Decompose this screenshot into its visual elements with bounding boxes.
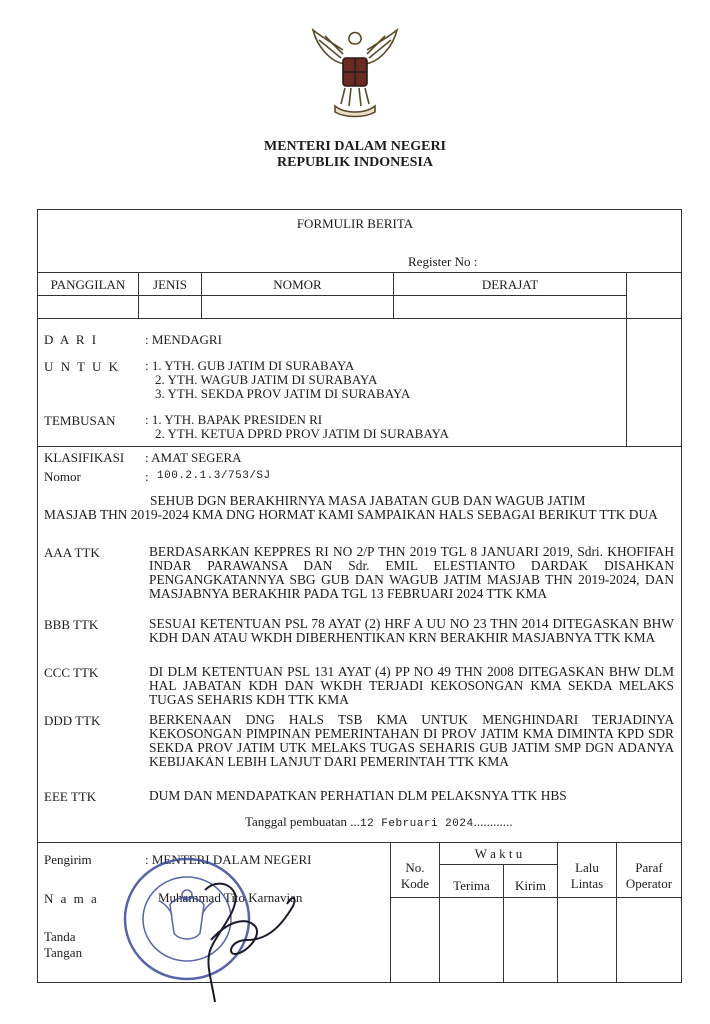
- derajat-box-bottom: [626, 446, 682, 447]
- item-aaa-label: AAA TTK: [44, 545, 100, 560]
- pengirim-label: Pengirim: [44, 852, 92, 867]
- nomor-label: Nomor: [44, 469, 81, 484]
- item-ccc-label: CCC TTK: [44, 665, 99, 680]
- pengirim-value: : MENTERI DALAM NEGERI: [145, 852, 312, 867]
- item-ddd-label: DDD TTK: [44, 713, 101, 728]
- waktu-label: W a k t u: [474, 846, 523, 861]
- kirim-label: Kirim: [514, 878, 547, 893]
- tanggal-trail: ............: [473, 814, 513, 829]
- item-bbb-text: SESUAI KETENTUAN PSL 78 AYAT (2) HRF A UU NO 23 THN 2014 DITEGASKAN BHW KDH DAN ATAU WKDH DIBERHENTIKAN KRN BERAKHIR MASJABNYA TTK KMA: [149, 616, 674, 645]
- table-col-4: [626, 272, 627, 447]
- item-ddd-text: BERKENAAN DNG HALS TSB KMA UNTUK MENGHINDARI TERJADINYA KEKOSONGAN PIMPINAN PEMERINTAHAN DI PROV JATIM KMA DIMINTA KPD SDR SEKDA PROV JATIM UTK MELAKS TUGAS SEHARIS GUB JATIM SMP DGN ADANYA KEBIJAKAN LEBIH LANJUT DARI PEMERINTAH TTK KMA: [149, 712, 674, 769]
- untuk-item-1: : 1. YTH. GUB JATIM DI SURABAYA: [145, 358, 355, 373]
- form-title: FORMULIR BERITA: [296, 216, 414, 231]
- paraf-label: Paraf: [635, 860, 663, 875]
- untuk-item-2: 2. YTH. WAGUB JATIM DI SURABAYA: [155, 372, 378, 387]
- terima-label: Terima: [453, 878, 490, 893]
- item-ccc-text: DI DLM KETENTUAN PSL 131 AYAT (4) PP NO 49 THN 2008 DITEGASKAN BHW DLM HAL JABATAN KDH DAN WKDH TERJADI KEKOSONGAN KMA SEKDA MELAKS TUGAS SEHARIS KDH TTK KMA: [149, 664, 674, 707]
- table-row-top: [37, 272, 682, 273]
- col-jenis: JENIS: [153, 277, 187, 292]
- section-divider: [37, 446, 627, 447]
- tembusan-label: TEMBUSAN: [44, 413, 116, 428]
- register-label: Register No :: [408, 254, 478, 269]
- tanggal-line: [245, 814, 513, 830]
- klasifikasi-value: : AMAT SEGERA: [145, 450, 242, 465]
- intro-indent: SEHUB DGN BERAKHIRNYA MASA JABATAN GUB DAN WAGUB JATIM: [150, 493, 586, 508]
- dari-value: : MENDAGRI: [145, 332, 222, 347]
- tangan-label: Tangan: [44, 945, 83, 960]
- footer-head-bottom: [390, 897, 682, 898]
- frame-right: [681, 209, 682, 983]
- item-bbb-label: BBB TTK: [44, 617, 99, 632]
- item-aaa-text: BERDASARKAN KEPPRES RI NO 2/P THN 2019 TGL 8 JANUARI 2019, Sdri. KHOFIFAH INDAR PARAWANSA DAN Sdr. EMIL ELESTIANTO DARDAK DISAHKAN PENGANGKATANNYA SBG GUB DAN WAGUB JATIM MASJAB THN 2019-2024, DAN MASJABNYA BERAKHIR PADA TGL 13 FEBRUARI 2024 TTK KMA: [149, 544, 674, 601]
- garuda-emblem-icon: [305, 24, 405, 124]
- table-row-mid: [37, 295, 627, 296]
- nomor-colon: :: [145, 469, 149, 484]
- tanda-label: Tanda: [44, 929, 76, 944]
- intro-rest: MASJAB THN 2019-2024 KMA DNG HORMAT KAMI SAMPAIKAN HALS SEBAGAI BERIKUT TTK DUA: [44, 507, 658, 522]
- republic-title: REPUBLIK INDONESIA: [277, 155, 433, 170]
- untuk-label: U N T U K: [44, 359, 121, 374]
- col-panggilan: PANGGILAN: [50, 277, 126, 292]
- nama-label: N a m a: [44, 891, 99, 906]
- operator-label: Operator: [625, 876, 673, 891]
- tembusan-item-1: : 1. YTH. BAPAK PRESIDEN RI: [145, 412, 323, 427]
- tembusan-item-2: 2. YTH. KETUA DPRD PROV JATIM DI SURABAYA: [155, 426, 449, 441]
- col-derajat: DERAJAT: [481, 277, 539, 292]
- kode-label: Kode: [400, 876, 430, 891]
- col-nomor: NOMOR: [273, 277, 322, 292]
- tanggal-value: 12 Februari 2024: [359, 818, 474, 830]
- signature-icon: [175, 870, 315, 1010]
- nama-value: Muhammad Tito Karnavian: [158, 890, 303, 905]
- frame-top: [37, 209, 682, 210]
- frame-left: [37, 209, 38, 983]
- item-eee-label: EEE TTK: [44, 789, 97, 804]
- no-label: No.: [405, 860, 425, 875]
- waktu-divider: [439, 864, 557, 865]
- table-row-bottom: [37, 318, 682, 319]
- klasifikasi-label: KLASIFIKASI: [44, 450, 125, 465]
- ministry-title: MENTERI DALAM NEGERI: [263, 139, 446, 154]
- lalu-label: Lalu: [575, 860, 599, 875]
- nomor-value: 100.2.1.3/753/SJ: [157, 470, 271, 482]
- lintas-label: Lintas: [570, 876, 604, 891]
- tanggal-label: Tanggal pembuatan ...: [245, 814, 360, 829]
- item-eee-text: DUM DAN MENDAPATKAN PERHATIAN DLM PELAKSNYA TTK HBS: [149, 788, 567, 803]
- dari-label: D A R I: [44, 332, 99, 347]
- untuk-item-3: 3. YTH. SEKDA PROV JATIM DI SURABAYA: [155, 386, 411, 401]
- footer-top: [37, 842, 682, 843]
